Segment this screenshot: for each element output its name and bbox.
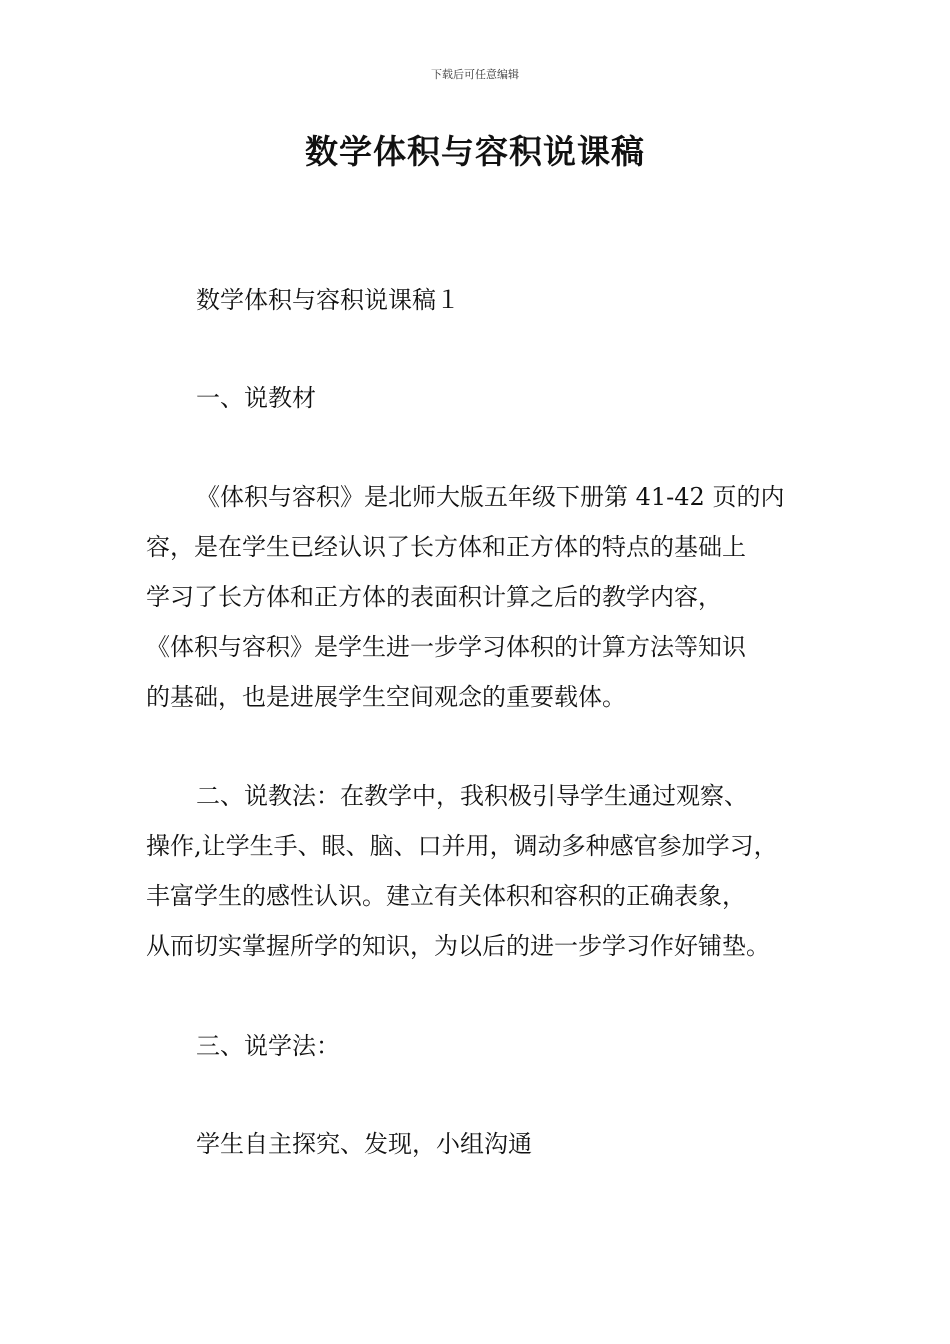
section-heading-teaching-material: 一、说教材 <box>196 384 316 412</box>
document-subtitle: 数学体积与容积说课稿１ <box>196 286 460 314</box>
paragraph-line: 《体积与容积》是学生进一步学习体积的计算方法等知识 <box>146 633 746 661</box>
header-note: 下载后可任意编辑 <box>431 68 519 81</box>
paragraph-line: 的基础，也是进展学生空间观念的重要载体。 <box>146 683 626 711</box>
paragraph-line: 丰富学生的感性认识。建立有关体积和容积的正确表象， <box>146 882 746 910</box>
document-title: 数学体积与容积说课稿 <box>305 132 645 171</box>
paragraph-line: 二、说教法：在教学中，我积极引导学生通过观察、 <box>196 782 748 810</box>
paragraph-line: 操作,让学生手、眼、脑、口并用，调动多种感官参加学习， <box>146 832 778 860</box>
paragraph-line: 学生自主探究、发现，小组沟通 <box>196 1130 532 1158</box>
paragraph-line: 容，是在学生已经认识了长方体和正方体的特点的基础上 <box>146 533 746 561</box>
paragraph-line: 从而切实掌握所学的知识，为以后的进一步学习作好铺垫。 <box>146 932 770 960</box>
paragraph-line: 《体积与容积》是北师大版五年级下册第 41-42 页的内 <box>196 483 785 511</box>
paragraph-line: 学习了长方体和正方体的表面积计算之后的教学内容， <box>146 583 722 611</box>
section-heading-learning-method: 三、说学法： <box>196 1032 340 1060</box>
